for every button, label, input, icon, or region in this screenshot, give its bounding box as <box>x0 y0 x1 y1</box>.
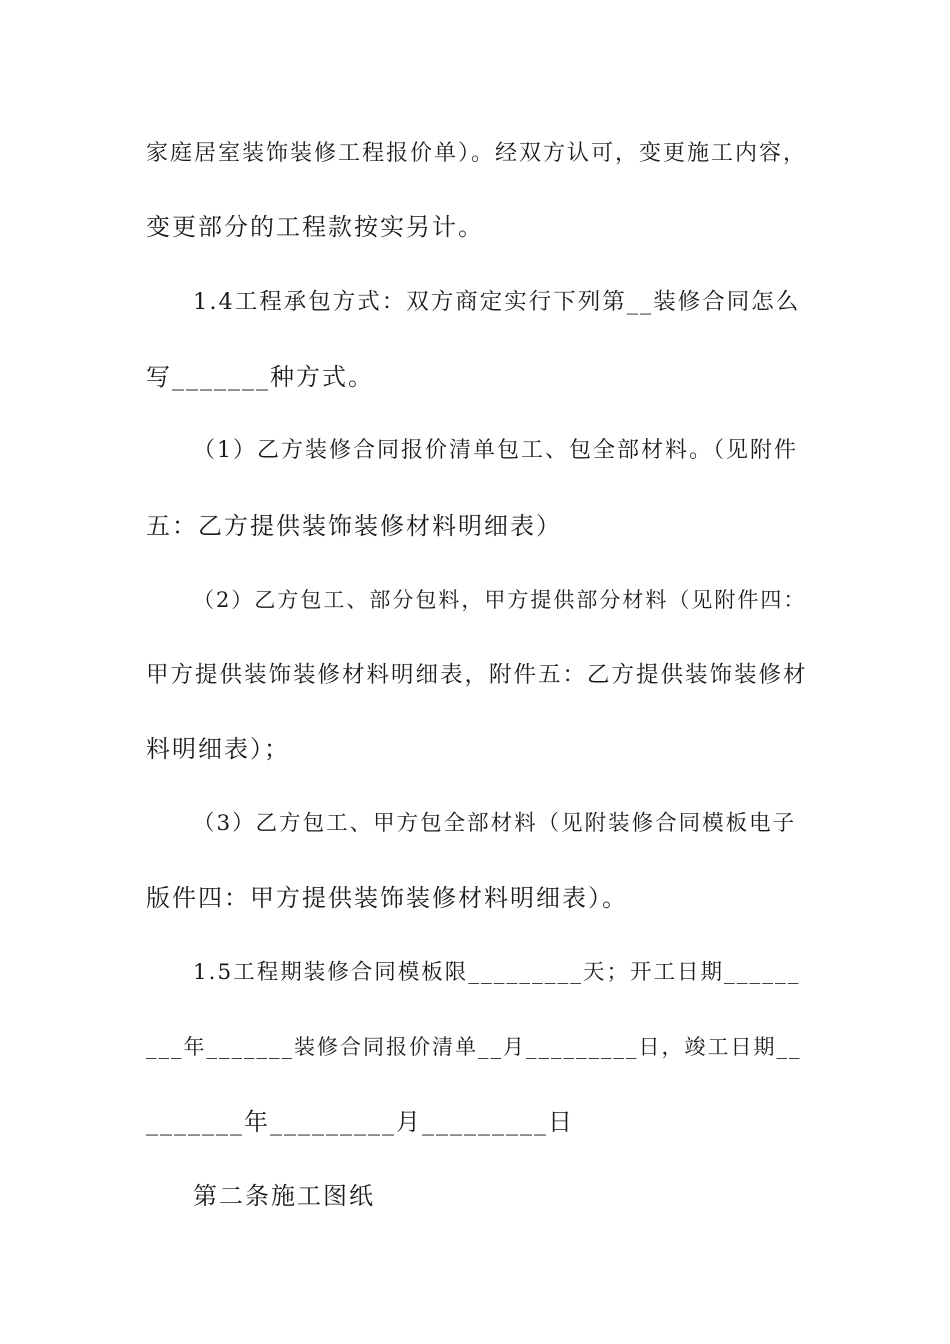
text-line-2: 变更部分的工程款按实另计。 <box>146 213 484 241</box>
text-line-7: （2）乙方包工、部分包料，甲方提供部分材料（见附件四： <box>193 588 807 612</box>
text-line-11: 版件四：甲方提供装饰装修材料明细表）。 <box>146 884 628 912</box>
text-line-14: _______年_________月_________日 <box>146 1108 574 1136</box>
text-line-1: 家庭居室装饰装修工程报价单）。经双方认可，变更施工内容， <box>146 141 808 166</box>
text-line-6: 五：乙方提供装饰装修材料明细表） <box>146 512 562 540</box>
section-heading: 第二条施工图纸 <box>193 1182 375 1210</box>
text-line-4: 写_______种方式。 <box>146 363 374 391</box>
text-line-8: 甲方提供装饰装修材料明细表，附件五：乙方提供装饰装修材 <box>146 662 808 688</box>
text-line-13: ___年_______装修合同报价清单__月_________日，竣工日期__ <box>146 1035 802 1059</box>
text-line-5: （1）乙方装修合同报价清单包工、包全部材料。（见附件 <box>193 438 798 463</box>
text-line-12: 1.5工程期装修合同模板限_________天；开工日期______ <box>193 960 801 985</box>
text-line-10: （3）乙方包工、甲方包全部材料（见附装修合同模板电子 <box>193 811 797 836</box>
text-line-9: 料明细表）； <box>146 735 290 763</box>
text-line-3: 1.4工程承包方式：双方商定实行下列第__装修合同怎么 <box>193 289 801 315</box>
